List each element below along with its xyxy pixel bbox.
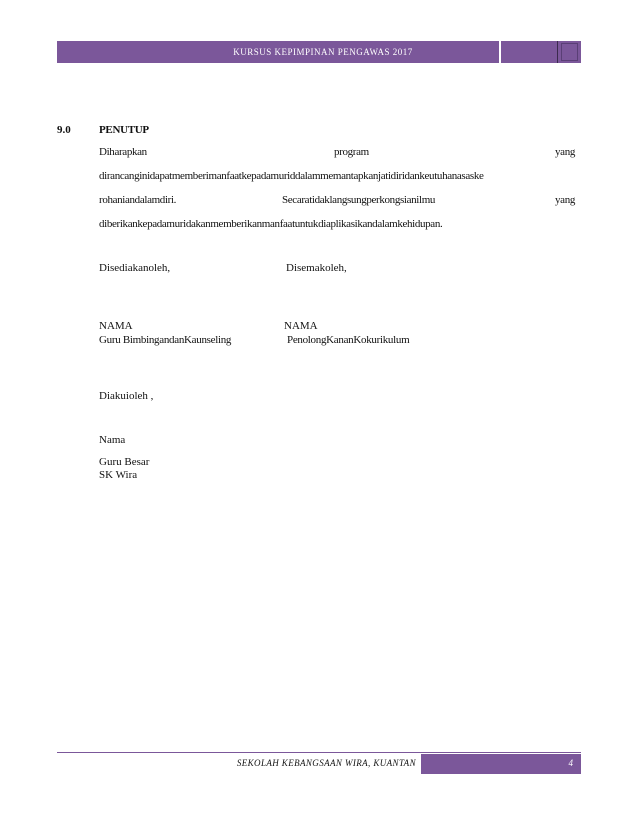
prepared-by-role: Guru BimbingandanKaunseling: [99, 334, 232, 346]
header-title: KURSUS KEPIMPINAN PENGAWAS 2017: [233, 47, 413, 57]
checked-by-role: PenolongKananKokurikulum: [287, 334, 410, 346]
checked-by-name: NAMA: [284, 320, 318, 332]
checked-by-label: Disemakoleh,: [286, 262, 347, 274]
paragraph-line-1-left: Diharapkan: [99, 146, 147, 158]
section-title: PENUTUP: [99, 124, 149, 136]
paragraph-line-1: [99, 146, 575, 159]
header-side-box: [557, 41, 581, 63]
header-band: [57, 41, 581, 63]
header-side-box-inner: [561, 43, 578, 61]
footer-line: [57, 752, 581, 753]
footer-school-name: SEKOLAH KEBANGSAAN WIRA, KUANTAN: [236, 758, 416, 768]
prepared-by-label: Disediakanoleh,: [99, 262, 171, 274]
approved-by-role: Guru Besar: [99, 456, 150, 468]
approved-by-organization: SK Wira: [99, 469, 138, 481]
paragraph-line-4: diberikankepadamuridakanmemberikanmanfaatuntukdiaplikasikandalamkehidupan.: [99, 218, 443, 230]
section-number: 9.0: [57, 124, 71, 136]
paragraph-line-1-mid: program: [334, 146, 369, 158]
paragraph-line-3-right: yang: [555, 194, 575, 206]
paragraph-line-3-mid: Secaratidaklangsungperkongsianilmu: [282, 194, 436, 206]
page-number: 4: [568, 758, 573, 768]
prepared-by-name: NAMA: [99, 320, 133, 332]
footer-page-box: [421, 754, 581, 774]
header-title-area: [57, 41, 499, 63]
paragraph-line-3-left: rohaniandalamdiri.: [99, 194, 177, 206]
header-divider: [499, 41, 501, 63]
approved-by-name: Nama: [99, 434, 126, 446]
paragraph-line-1-right: yang: [555, 146, 575, 158]
approved-by-label: Diakuioleh ,: [99, 390, 154, 402]
paragraph-line-2: dirancanginidapatmemberimanfaatkepadamuriddalammemantapkanjatidiridankeutuhanasaske: [99, 170, 484, 182]
paragraph-line-3: [99, 194, 575, 207]
